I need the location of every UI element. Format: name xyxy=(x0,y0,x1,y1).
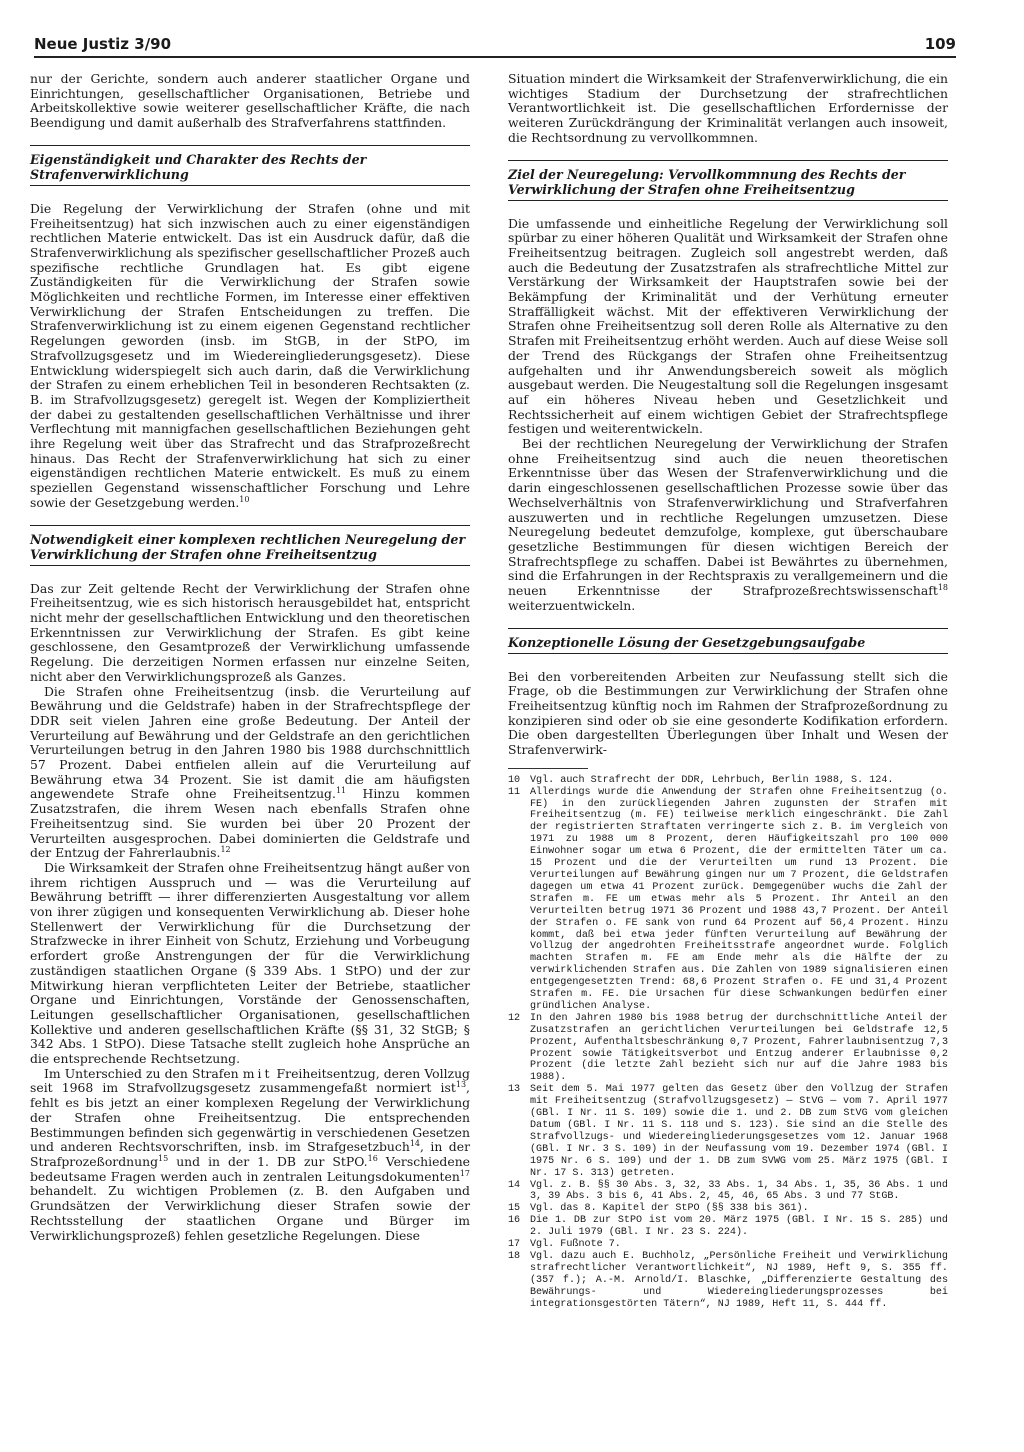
footnote: 16 Die 1. DB zur StPO ist vom 20. März 1975 (GBl. I Nr. 15 S. 285) und 2. Juli 1979 (GBl. I Nr. 23 S. 224). xyxy=(508,1215,948,1239)
paragraph: Die Strafen ohne Freiheitsentzug (insb. die Verurteilung auf Bewährung und die Geldstrafe) haben in der Strafrechtspflege der DDR seit vielen Jahren eine große Bedeutung. Der Anteil der Verurteilung auf Bewährung und der Geldstrafe an den gerichtlichen Verurteilungen betrug in den Jahren 1980 bis 1988 durchschnittlich 57 Prozent. Dabei entfielen allein auf die Verurteilung auf Bewährung etwa 34 Prozent. Sie ist damit die am häufigsten angewendete Strafe ohne Freiheitsentzug.$^{11}$ Hinzu kommen Zusatzstrafen, die ihrem Wesen nach ebenfalls Strafen ohne Freiheitsentzug sind. Sie wurden bei über 20 Prozent der Verurteilten ausgesprochen. Dabei dominierten die Geldstrafe und der Entzug der Fahrerlaubnis.$^{12}$ xyxy=(30,683,470,861)
section-heading: Eigenständigkeit und Charakter des Rechts der Strafenverwirklichung xyxy=(30,145,470,186)
right-column xyxy=(508,72,948,1311)
footnote-ref: 10 xyxy=(239,494,250,504)
section-heading: Notwendigkeit einer komplexen rechtlichen Neuregelung der Verwirklichung der Strafen ohne Freiheitsentzug xyxy=(30,525,470,566)
paragraph: nur der Gerichte, sondern auch anderer staatlicher Organe und Einrichtungen, gesellschaftlicher Organisationen, Betriebe und Arbeitskollektive sowie weiterer gesellschaftlicher Kräfte, die nach Beendigung und damit außerhalb des Strafverfahrens stattfinden. xyxy=(30,71,470,131)
paragraph: Die Regelung der Verwirklichung der Strafen (ohne und mit Freiheitsentzug) hat sich inzwischen auch zu einer eigenständigen rechtlichen Materie entwickelt. Das ist ein Ausdruck dafür, daß die Strafenverwirklichung als spezifischer gesellschaftlicher Prozeß auch spezifische rechtliche Grundlagen hat. Es gibt eigene Zuständigkeiten für die Verwirklichung der Strafen sowie Möglichkeiten und rechtliche Formen, im Interesse einer effektiven Verwirklichung der Strafen Entscheidungen zu treffen. Die Strafenverwirklichung ist zu einem eigenen Gegenstand rechtlicher Regelungen geworden (insb. im StGB, in der StPO, im Strafvollzugsgesetz und im Wiedereingliederungsgesetz). Diese Entwicklung widerspiegelt sich auch darin, daß die Verwirklichung der Strafen zu einem erheblichen Teil in besonderen Rechtsakten (z. B. im Strafvollzugsgesetz) geregelt ist. Wegen der Kompliziertheit der dabei zu gestaltenden gesellschaftlichen Verhältnisse und ihrer Verflechtung mit mannigfachen gesellschaftlichen Beziehungen geht ihre Regelung weit über das Strafrecht und das Strafprozeßrecht hinaus. Das Recht der Strafenverwirklichung hat sich zu einer eigenständigen rechtlichen Materie entwickelt. Es muß zu einem speziellen Gegenstand wissenschaftlicher Forschung und Lehre sowie der Gesetzgebung werden.$^{10}$ xyxy=(30,200,470,510)
footnote: 18 Vgl. dazu auch E. Buchholz, „Persönliche Freiheit und Verwirklichung strafrechtlicher Verantwortlichkeit“, NJ 1989, Heft 9, S. 355 ff. (357 f.); A.-M. Arnold/I. Blaschke, „Differenzierte Gestaltung des Bewährungs- und Wiedereingliederungsprozesses bei integrationsgestörten Tätern“, NJ 1989, Heft 11, S. 444 ff. xyxy=(508,1250,948,1310)
footnote: 11 Allerdings wurde die Anwendung der Strafen ohne Freiheitsentzug (o. FE) in den zurückliegenden Jahren zugunsten der Strafen mit Freiheitsentzug (m. FE) teilweise merklich eingeschränkt. Die Zahl der registrierten Straftaten verringerte sich z. B. im Vergleich von 1971 zu 1988 um 8 Prozent, deren Häufigkeitszahl pro 100 000 Einwohner sogar um etwa 6 Prozent, die der ermittelten Täter um ca. 15 Prozent und die der Verurteilten um rund 13 Prozent. Die Verurteilungen auf Bewährung gingen nur um 7 Prozent, die Geldstrafen dagegen um etwa 41 Prozent zurück. Demgegenüber wuchs die Zahl der Strafen m. FE um etwas mehr als 5 Prozent. Ihr Anteil an den Verurteilten betrug 1971 36 Prozent und 1988 43,7 Prozent. Der Anteil der Strafen o. FE sank von rund 64 Prozent auf 56,4 Prozent. Hinzu kommt, daß bei etwa jeder fünften Verurteilung auf Bewährung der Vollzug der angedrohten Freiheitsstrafe angeordnet wurde. Folglich machten Strafen m. FE am Ende mehr als die Hälfte der zu verwirklichenden Strafen aus. Die Zahlen von 1989 signalisieren einen entgegengesetzten Trend: 68,6 Prozent Strafen o. FE und 31,4 Prozent Strafen m. FE. Die Ursachen für diese Schwankungen bedürfen einer gründlichen Analyse. xyxy=(508,786,948,1012)
footnote-divider xyxy=(508,768,588,769)
footnote-ref: 17 xyxy=(459,1168,470,1178)
footnote-ref: 13 xyxy=(455,1080,467,1090)
footnote: 13 Seit dem 5. Mai 1977 gelten das Gesetz über den Vollzug der Strafen mit Freiheitsentzug (Strafvollzugsgesetz) — StVG — vom 7. April 1977 (GBl. I Nr. 11 S. 109) sowie die 1. und 2. DB zum StVG vom gleichen Datum (GBl. I Nr. 11 S. 118 und S. 123). Sie sind an die Stelle des Strafvollzugs- und Wiedereingliederungsgesetzes vom 12. Januar 1968 (GBl. I Nr. 3 S. 109) in der Neufassung vom 19. Dezember 1974 (GBl. I 1975 Nr. 6 S. 109) und der 1. DB zum SVWG vom 25. März 1975 (GBl. I Nr. 17 S. 313) getreten. xyxy=(508,1084,948,1179)
footnote-ref: 16 xyxy=(367,1153,378,1163)
page-number: 109 xyxy=(924,35,956,53)
footnote-ref: 15 xyxy=(158,1153,169,1163)
footnote: 17 Vgl. Fußnote 7. xyxy=(508,1239,621,1251)
paragraph: Im Unterschied zu den Strafen mit Freiheitsentzug, deren Vollzug seit 1968 im Strafvollzugsgesetz zusammengefaßt normiert ist$^{13}$, fehlt es bis jetzt an einer komplexen Regelung der Verwirklichung der Strafen ohne Freiheitsentzug. Die entsprechenden Bestimmungen befinden sich gegenwärtig in verschiedenen Gesetzen und anderen Rechtsvorschriften, insb. im Strafgesetzbuch$^{14}$, in der Strafprozeßordnung$^{15}$ und in der 1. DB zur StPO.$^{16}$ Verschiedene bedeutsame Fragen werden auch in zentralen Leitungsdokumenten$^{17}$ behandelt. Zu wichtigen Problemen (z. B. den Aufgaben und Grundsätzen der Verwirklichung dieser Strafen sowie der Rechtsstellung der staatlichen Organe und Bürger im Verwirklichungsprozeß) fehlen gesetzliche Regelungen. Diese xyxy=(30,1065,471,1243)
paragraph: Die Wirksamkeit der Strafen ohne Freiheitsentzug hängt außer von ihrem richtigen Ausspruch und — was die Verurteilung auf Bewährung betrifft — ihrer differenzierten Ausgestaltung vor allem von ihrer zügigen und konsequenten Verwirklichung ab. Dieser hohe Stellenwert der Verwirklichung für die Durchsetzung der Strafzwecke in ihrer Einheit von Schutz, Erziehung und Vorbeugung erfordert große Anstrengungen der für die Verwirklichung zuständigen staatlichen Organe (§ 339 Abs. 1 StPO) und der zur Mitwirkung hieran verpflichteten Leiter der Betriebe, staatlicher Organe und Einrichtungen, Vorstände der Genossenschaften, Leitungen gesellschaftlicher Organisationen, gesellschaftlichen Kollektive und anderen gesellschaftlichen Kräfte (§§ 31, 32 StGB; § 342 Abs. 1 StPO). Diese Tatsache stellt zugleich hohe Ansprüche an die entsprechende Rechtsetzung. xyxy=(30,859,470,1067)
footnote-ref: 14 xyxy=(409,1139,421,1149)
section-heading: Konzeptionelle Lösung der Gesetzgebungsaufgabe xyxy=(508,628,948,654)
journal-issue: Neue Justiz 3/90 xyxy=(34,35,172,53)
paragraph: Situation mindert die Wirksamkeit der Strafenverwirklichung, die ein wichtiges Stadium der Durchsetzung der strafrechtlichen Verantwortlichkeit ist. Die gesellschaftlichen Erfordernisse der weiteren Zurückdrängung der Kriminalität verlangen auch insoweit, die Rechtsordnung zu vervollkommnen. xyxy=(508,71,948,145)
section-heading: Ziel der Neuregelung: Vervollkommnung des Rechts der Verwirklichung der Strafen ohne Freiheitsentzug xyxy=(508,160,948,201)
footnote: 10 Vgl. auch Strafrecht der DDR, Lehrbuch, Berlin 1988, S. 124. xyxy=(508,774,894,786)
footnote-ref: 12 xyxy=(220,845,231,855)
running-header xyxy=(34,32,956,58)
footnote-ref: 11 xyxy=(335,786,347,796)
left-column xyxy=(30,72,470,1243)
footnote: 12 In den Jahren 1980 bis 1988 betrug der durchschnittliche Anteil der Zusatzstrafen an gerichtlichen Verurteilungen bei Geldstrafe 12,5 Prozent, Aufenthaltsbeschränkung 0,7 Prozent, Fahrerlaubnisentzug 7,3 Prozent sowie Tätigkeitsverbot und Entzug anderer Erlaubnisse 0,2 Prozent (die letzte Zahl bezieht sich nur auf die Jahre 1983 bis 1988). xyxy=(508,1012,948,1084)
paragraph: Bei der rechtlichen Neuregelung der Verwirklichung der Strafen ohne Freiheitsentzug sind auch die neuen theoretischen Erkenntnisse über das Wesen der Strafenverwirklichung und die darin eingeschlossenen gesellschaftlichen Prozesse sowie über das Wechselverhältnis von Strafenverwirklichung und Strafverfahren auszuwerten und in rechtliche Regelungen umzusetzen. Diese Neuregelung bedeutet demzufolge, komplexe, gut überschaubare gesetzliche Bestimmungen für diesen wichtigen Bereich der Strafrechtspflege zu schaffen. Dabei ist Bewährtes zu übernehmen, sind die Erfahrungen in der Rechtspraxis zu verallgemeinern und die neuen Erkenntnisse der Strafprozeßrechtswissenschaft$^{18}$ weiterzuentwickeln. xyxy=(508,436,948,613)
footnote-ref: 18 xyxy=(937,582,948,592)
paragraph: Die umfassende und einheitliche Regelung der Verwirklichung soll spürbar zu einer höheren Qualität und Wirksamkeit der Strafen ohne Freiheitsentzug beitragen. Zugleich soll angestrebt werden, daß auch die Bedeutung der Zusatzstrafen als strafrechtliche Mittel zur Verstärkung der Wirksamkeit der Hauptstrafen sowie bei der Bekämpfung der Kriminalität und der Verhütung erneuter Straffälligkeit wächst. Mit der effektiveren Verwirklichung der Strafen ohne Freiheitsentzug soll deren Rolle als Alternative zu den Strafen mit Freiheitsentzug erhöht werden. Auch auf diese Weise soll der Trend des Rückgangs der Strafen ohne Freiheitsentzug aufgehalten und ihr Anwendungsbereich soweit als möglich ausgebaut werden. Die Neugestaltung soll die Regelungen insgesamt auf ein höheres Niveau heben und Gesetzlichkeit und Rechtssicherheit auf einem wichtigen Gebiet der Strafrechtspflege festigen und weiterentwickeln. xyxy=(508,215,948,437)
paragraph: Bei den vorbereitenden Arbeiten zur Neufassung stellt sich die Frage, ob die Bestimmungen zur Verwirklichung der Strafen ohne Freiheitsentzug künftig noch im Rahmen der Strafprozeßordnung zu konzipieren sind oder ob sie eine gesonderte Kodifikation erfordern. Die oben dargestellten Überlegungen über Inhalt und Wesen der Strafenverwirk- xyxy=(508,668,948,758)
paragraph: Das zur Zeit geltende Recht der Verwirklichung der Strafen ohne Freiheitsentzug, wie es sich historisch herausgebildet hat, entspricht nicht mehr der gesellschaftlichen Entwicklung und den theoretischen Erkenntnissen zur Verwirklichung der Strafen. Es gibt keine geschlossene, den Gesamtprozeß der Verwirklichung umfassende Regelung. Die derzeitigen Normen erfassen nur einzelne Seiten, nicht aber den Verwirklichungsprozeß als Ganzes. xyxy=(30,580,470,684)
footnote: 14 Vgl. z. B. §§ 30 Abs. 3, 32, 33 Abs. 1, 34 Abs. 1, 35, 36 Abs. 1 und 3, 39 Abs. 3 bis 6, 41 Abs. 2, 45, 46, 65 Abs. 3 und 77 StGB. xyxy=(508,1179,948,1203)
footnotes xyxy=(508,775,948,1311)
footnote: 15 Vgl. das 8. Kapitel der StPO (§§ 338 bis 361). xyxy=(508,1203,809,1215)
